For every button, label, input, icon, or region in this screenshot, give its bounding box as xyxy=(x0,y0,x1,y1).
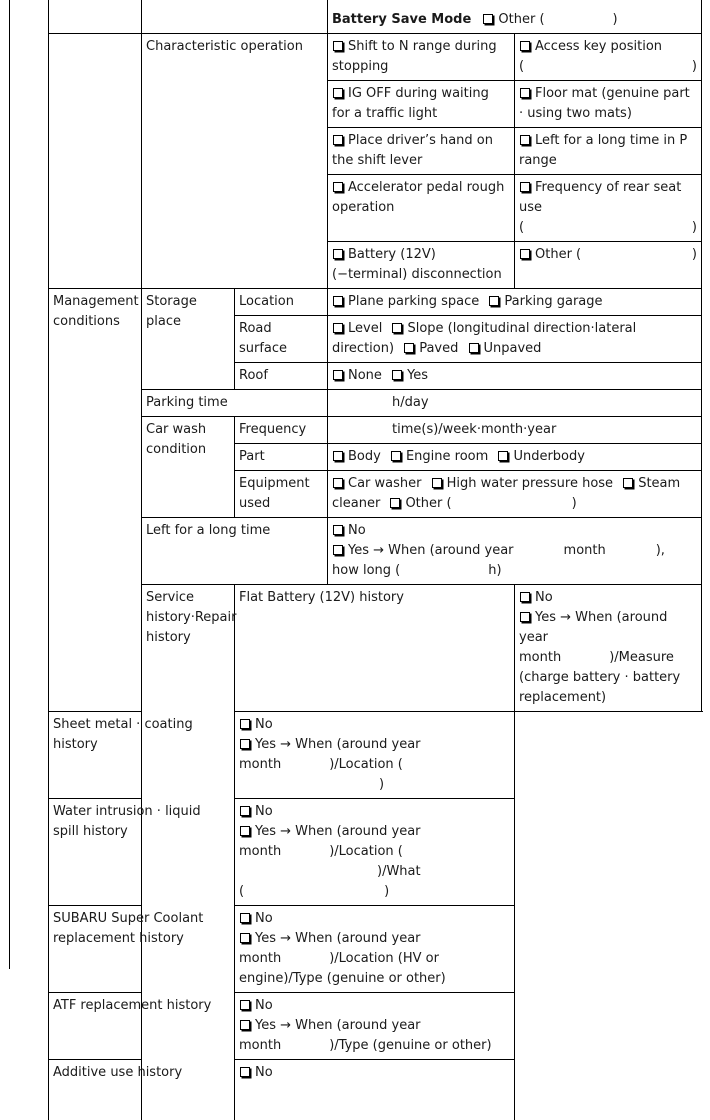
parking-time-value: h/day xyxy=(328,390,702,417)
checkbox[interactable] xyxy=(392,323,402,333)
blank-cell xyxy=(142,0,328,34)
flat-battery-options: No Yes → When (around year month )/Measure (charge battery · battery replacement) xyxy=(515,585,702,712)
option-rear-seat[interactable]: Frequency of rear seat use ( ) xyxy=(515,175,702,242)
checkbox[interactable] xyxy=(392,370,402,380)
checkbox[interactable] xyxy=(520,135,530,145)
checkbox[interactable] xyxy=(333,135,343,145)
checkbox[interactable] xyxy=(333,249,343,259)
vehicle-condition-table xyxy=(48,0,702,1120)
checkbox[interactable] xyxy=(333,478,343,488)
checkbox[interactable] xyxy=(333,182,343,192)
additive-label: Additive use history xyxy=(49,1060,235,1120)
option-shift-n[interactable]: Shift to N range during stopping xyxy=(328,34,515,81)
checkbox[interactable] xyxy=(333,525,343,535)
checkbox[interactable] xyxy=(240,1000,250,1010)
option-accelerator[interactable]: Accelerator pedal rough operation xyxy=(328,175,515,242)
checkbox[interactable] xyxy=(333,296,343,306)
checkbox[interactable] xyxy=(391,451,401,461)
checkbox[interactable] xyxy=(333,88,343,98)
atf-label: ATF replacement history xyxy=(49,993,235,1060)
checkbox[interactable] xyxy=(520,612,530,622)
option-ig-off[interactable]: IG OFF during waiting for a traffic light xyxy=(328,81,515,128)
checkbox[interactable] xyxy=(432,478,442,488)
roof-label: Roof xyxy=(235,363,328,390)
checkbox[interactable] xyxy=(240,1067,250,1077)
checkbox[interactable] xyxy=(520,249,530,259)
location-options: Plane parking space Parking garage xyxy=(328,289,702,316)
checkbox[interactable] xyxy=(623,478,633,488)
left-long-label: Left for a long time xyxy=(142,518,328,585)
road-surface-options: Level Slope (longitudinal direction·lateral direction) Paved Unpaved xyxy=(328,316,702,363)
checkbox[interactable] xyxy=(469,343,479,353)
checkbox[interactable] xyxy=(240,913,250,923)
checkbox[interactable] xyxy=(390,498,400,508)
checkbox[interactable] xyxy=(333,545,343,555)
part-label: Part xyxy=(235,444,328,471)
coolant-options: No Yes → When (around year month )/Location (HV or engine)/Type (genuine or other) xyxy=(235,906,515,993)
checkbox[interactable] xyxy=(240,826,250,836)
checkbox[interactable] xyxy=(520,182,530,192)
sheet-metal-label: Sheet metal · coating history xyxy=(49,712,235,799)
additive-options: No xyxy=(235,1060,515,1120)
checkbox[interactable] xyxy=(240,739,250,749)
equipment-label: Equipment used xyxy=(235,471,328,518)
checkbox[interactable] xyxy=(240,806,250,816)
checkbox[interactable] xyxy=(489,296,499,306)
option-battery-disconnect[interactable]: Battery (12V) (−terminal) disconnection xyxy=(328,242,515,289)
blank-cell xyxy=(49,0,142,34)
checkbox[interactable] xyxy=(240,1020,250,1030)
roof-options: None Yes xyxy=(328,363,702,390)
atf-options: No Yes → When (around year month )/Type (genuine or other) xyxy=(235,993,515,1060)
coolant-label: SUBARU Super Coolant replacement history xyxy=(49,906,235,993)
service-label: Service history·Repair history xyxy=(142,585,235,1120)
part-options: Body Engine room Underbody xyxy=(328,444,702,471)
parking-time-label: Parking time xyxy=(142,390,328,417)
option-floor-mat[interactable]: Floor mat (genuine part · using two mats) xyxy=(515,81,702,128)
management-label: Management conditions xyxy=(49,289,142,712)
option-left-p[interactable]: Left for a long time in P range xyxy=(515,128,702,175)
checkbox[interactable] xyxy=(240,933,250,943)
road-surface-label: Road surface xyxy=(235,316,328,363)
option-hand-shift[interactable]: Place driver’s hand on the shift lever xyxy=(328,128,515,175)
left-margin-line xyxy=(9,0,10,969)
checkbox[interactable] xyxy=(520,41,530,51)
checkbox[interactable] xyxy=(333,41,343,51)
blank-cell xyxy=(49,34,142,289)
checkbox[interactable] xyxy=(240,719,250,729)
water-intrusion-options: No Yes → When (around year month )/Location ()/What ( ) xyxy=(235,799,515,906)
option-other[interactable]: Other ( ) xyxy=(515,242,702,289)
checkbox-other[interactable] xyxy=(483,14,493,24)
checkbox[interactable] xyxy=(333,323,343,333)
checkbox[interactable] xyxy=(333,370,343,380)
characteristic-label: Characteristic operation xyxy=(142,34,328,289)
storage-label: Storage place xyxy=(142,289,235,390)
battery-save-cell: Battery Save Mode Other ( ) xyxy=(328,0,702,34)
battery-save-label: Battery Save Mode xyxy=(332,12,472,27)
frequency-label: Frequency xyxy=(235,417,328,444)
location-label: Location xyxy=(235,289,328,316)
equipment-options: Car washer High water pressure hose Steam cleaner Other ( ) xyxy=(328,471,702,518)
frequency-value: time(s)/week·month·year xyxy=(328,417,702,444)
checkbox[interactable] xyxy=(498,451,508,461)
option-access-key[interactable]: Access key position ( ) xyxy=(515,34,702,81)
left-long-options: No Yes → When (around year month ), how long ( h) xyxy=(328,518,702,585)
flat-battery-label: Flat Battery (12V) history xyxy=(235,585,515,712)
checkbox[interactable] xyxy=(404,343,414,353)
checkbox[interactable] xyxy=(520,88,530,98)
checkbox[interactable] xyxy=(333,451,343,461)
car-wash-label: Car wash condition xyxy=(142,417,235,518)
checkbox[interactable] xyxy=(520,592,530,602)
sheet-metal-options: No Yes → When (around year month )/Location () xyxy=(235,712,515,799)
water-intrusion-label: Water intrusion · liquid spill history xyxy=(49,799,235,906)
